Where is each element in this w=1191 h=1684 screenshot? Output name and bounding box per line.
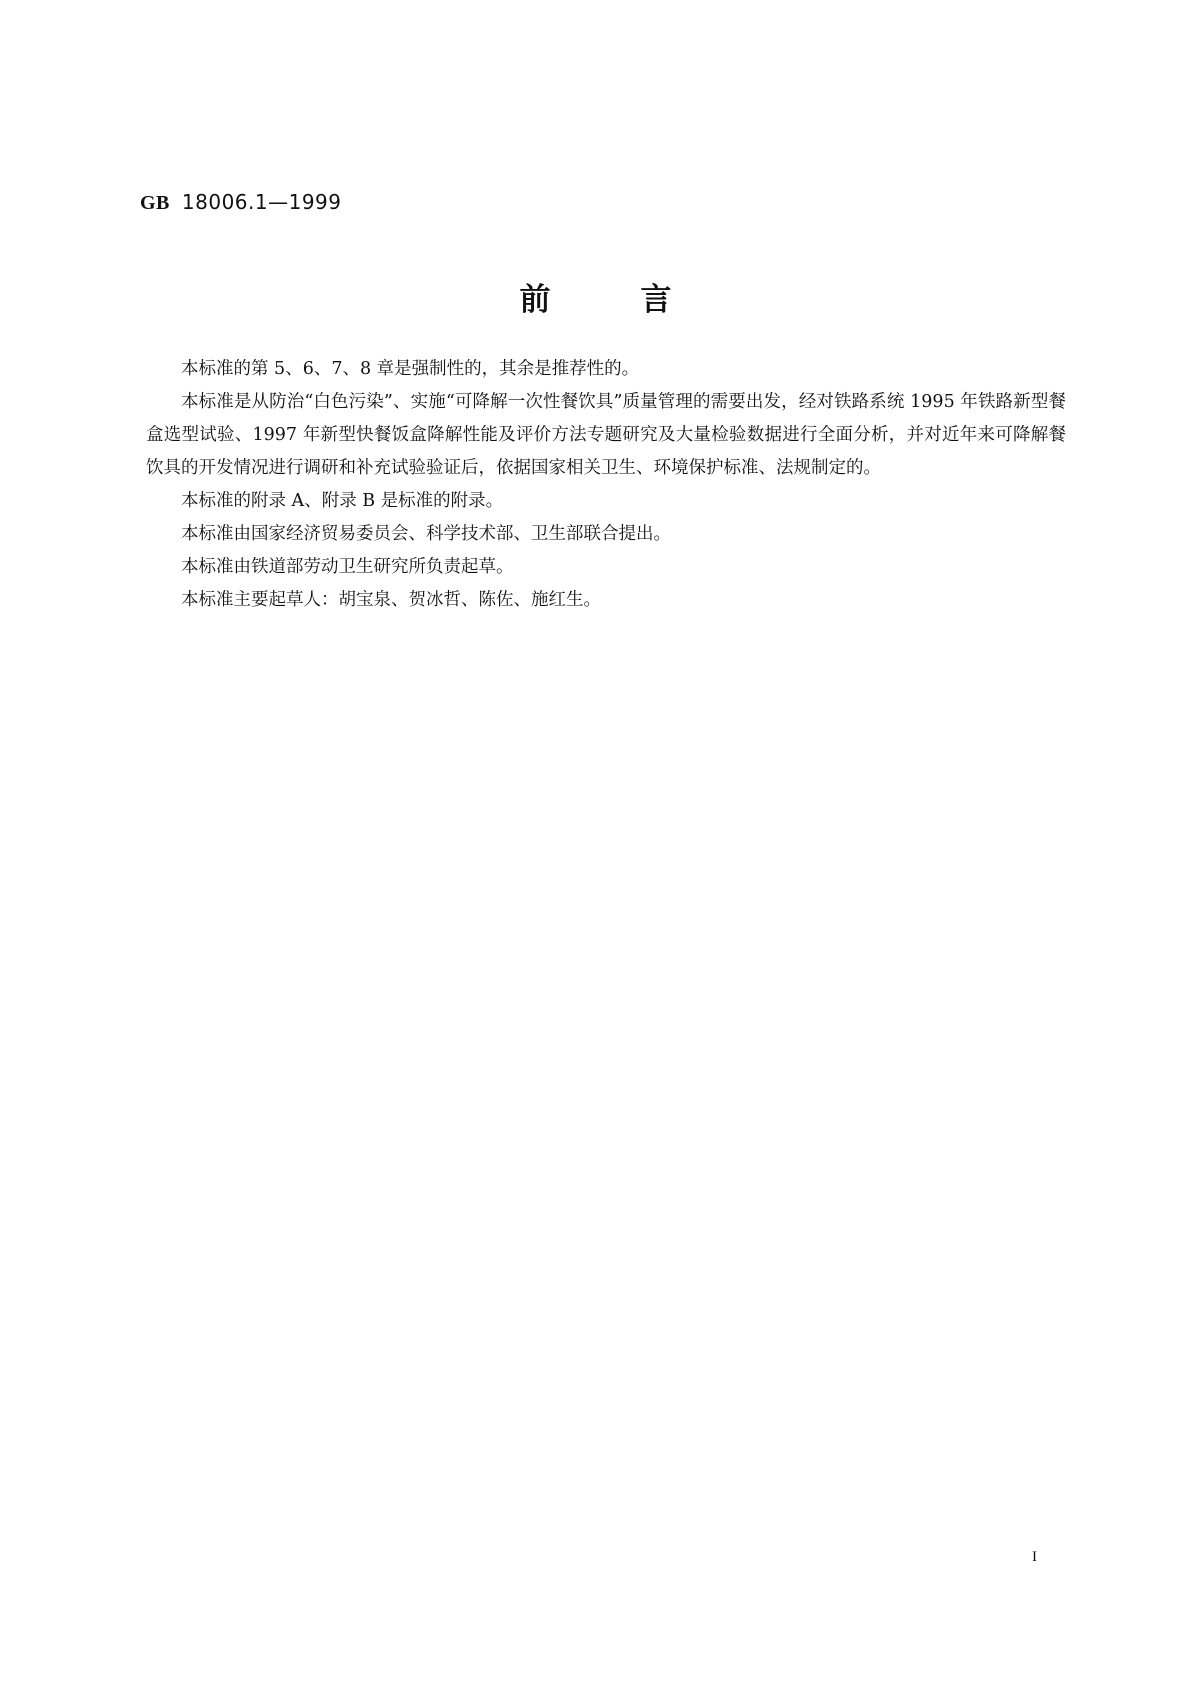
page-title: [0, 280, 1191, 320]
paragraph: 本标准由铁道部劳动卫生研究所负责起草。: [181, 557, 514, 577]
page-number: I: [1032, 1549, 1037, 1565]
title-part-1: 前: [519, 282, 551, 318]
paragraph: 本标准的第 5、6、7、8 章是强制性的，其余是推荐性的。: [181, 359, 640, 379]
document-code: [140, 190, 342, 215]
title-part-2: 言: [640, 282, 672, 318]
paragraph: 本标准主要起草人：胡宝泉、贺冰哲、陈佐、施红生。: [181, 590, 601, 610]
paragraph: 本标准是从防治“白色污染”、实施“可降解一次性餐饮具”质量管理的需要出发，经对铁路系统 1995 年铁路新型餐盒选型试验、1997 年新型快餐饭盒降解性能及评价方法专题研究及大量检验数据进行全面分析，并对近年来可降解餐饮具的开发情况进行调研和补充试验验证后，依据国家相关卫生、环境保护标准、法规制定的。: [146, 392, 1066, 478]
foreword-body: [146, 353, 1066, 617]
paragraph: 本标准的附录 A、附录 B 是标准的附录。: [181, 491, 504, 511]
standard-prefix: GB: [140, 192, 170, 214]
standard-number: 18006.1—1999: [181, 190, 342, 214]
paragraph: 本标准由国家经济贸易委员会、科学技术部、卫生部联合提出。: [181, 524, 671, 544]
